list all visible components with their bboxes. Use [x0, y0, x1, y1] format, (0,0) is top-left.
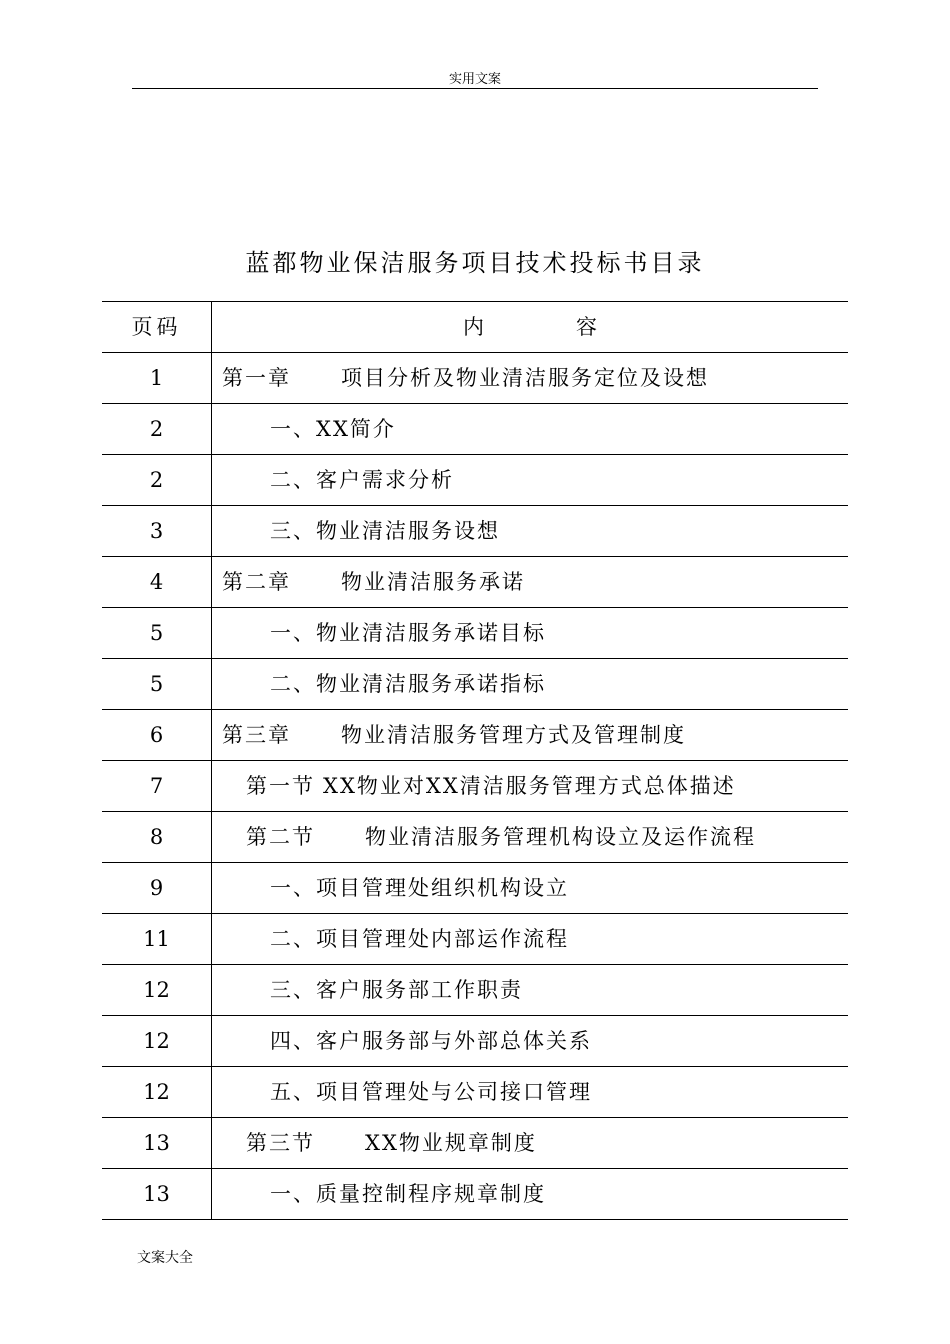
toc-row	[102, 761, 848, 812]
toc-page-number: 5	[102, 608, 212, 659]
toc-row	[102, 404, 848, 455]
toc-entry-label: 第三节	[246, 1131, 315, 1155]
toc-page-number: 4	[102, 557, 212, 608]
toc-row	[102, 1067, 848, 1118]
toc-entry	[212, 353, 849, 404]
document-title: 蓝都物业保洁服务项目技术投标书目录	[245, 249, 705, 277]
toc-entry	[212, 914, 849, 965]
toc-entry-text: 项目分析及物业清洁服务定位及设想	[341, 366, 709, 390]
toc-entry	[212, 1169, 849, 1220]
toc-row	[102, 812, 848, 863]
toc-entry	[212, 863, 849, 914]
toc-entry-text: 一、XX简介	[270, 417, 396, 441]
toc-entry-label: 第二章	[222, 570, 291, 594]
toc-entry	[212, 455, 849, 506]
toc-entry	[212, 710, 849, 761]
toc-header-page: 页码	[102, 302, 212, 353]
page-footer: 文案大全	[137, 1250, 193, 1266]
page-header: 实用文案	[448, 72, 501, 87]
toc-entry	[212, 812, 849, 863]
toc-entry	[212, 761, 849, 812]
toc-entry-text: 物业清洁服务承诺	[341, 570, 525, 594]
toc-page-number: 1	[102, 353, 212, 404]
toc-page-number: 9	[102, 863, 212, 914]
toc-page-number: 2	[102, 404, 212, 455]
toc-row	[102, 914, 848, 965]
toc-entry	[212, 608, 849, 659]
toc-entry	[212, 557, 849, 608]
toc-row	[102, 1169, 848, 1220]
toc-row	[102, 557, 848, 608]
toc-page-number: 5	[102, 659, 212, 710]
toc-row	[102, 710, 848, 761]
header-rule	[132, 88, 818, 89]
toc-entry-label: 第三章	[222, 723, 291, 747]
toc-entry-text: XX物业规章制度	[365, 1131, 537, 1155]
toc-row	[102, 608, 848, 659]
toc-entry	[212, 659, 849, 710]
toc-row	[102, 353, 848, 404]
toc-page-number: 13	[102, 1118, 212, 1169]
toc-table	[102, 301, 848, 1220]
toc-page-number: 6	[102, 710, 212, 761]
toc-page-number: 8	[102, 812, 212, 863]
toc-row	[102, 965, 848, 1016]
toc-entry-text: 四、客户服务部与外部总体关系	[270, 1029, 592, 1053]
toc-entry	[212, 1016, 849, 1067]
toc-header-content-a: 内	[463, 315, 484, 339]
toc-entry-label: 第二节	[246, 825, 315, 849]
toc-entry	[212, 1067, 849, 1118]
toc-header-row	[102, 302, 848, 353]
toc-row	[102, 863, 848, 914]
toc-page-number: 7	[102, 761, 212, 812]
toc-page-number: 3	[102, 506, 212, 557]
toc-row	[102, 506, 848, 557]
toc-row	[102, 455, 848, 506]
toc-entry-text: 三、物业清洁服务设想	[270, 519, 500, 543]
toc-page-number: 12	[102, 1016, 212, 1067]
toc-entry-text: 物业清洁服务管理方式及管理制度	[341, 723, 686, 747]
toc-row	[102, 1016, 848, 1067]
toc-entry	[212, 965, 849, 1016]
toc-entry	[212, 506, 849, 557]
toc-page-number: 12	[102, 965, 212, 1016]
toc-entry-text: XX物业对XX清洁服务管理方式总体描述	[323, 774, 736, 798]
toc-entry-label: 第一章	[222, 366, 291, 390]
toc-entry-text: 二、物业清洁服务承诺指标	[270, 672, 546, 696]
toc-entry-text: 一、物业清洁服务承诺目标	[270, 621, 546, 645]
toc-header-content-b: 容	[576, 315, 597, 339]
toc-header-content	[212, 302, 849, 353]
toc-row	[102, 659, 848, 710]
toc-page-number: 12	[102, 1067, 212, 1118]
toc-entry	[212, 404, 849, 455]
toc-page-number: 13	[102, 1169, 212, 1220]
toc-page-number: 11	[102, 914, 212, 965]
toc-entry-text: 三、客户服务部工作职责	[270, 978, 523, 1002]
toc-entry-text: 物业清洁服务管理机构设立及运作流程	[365, 825, 756, 849]
toc-entry-text: 一、项目管理处组织机构设立	[270, 876, 569, 900]
toc-entry-label: 第一节	[246, 774, 315, 798]
toc-entry-text: 二、客户需求分析	[270, 468, 454, 492]
toc-entry-text: 二、项目管理处内部运作流程	[270, 927, 569, 951]
toc-entry-text: 一、质量控制程序规章制度	[270, 1182, 546, 1206]
toc-page-number: 2	[102, 455, 212, 506]
toc-entry-text: 五、项目管理处与公司接口管理	[270, 1080, 592, 1104]
toc-entry	[212, 1118, 849, 1169]
toc-row	[102, 1118, 848, 1169]
